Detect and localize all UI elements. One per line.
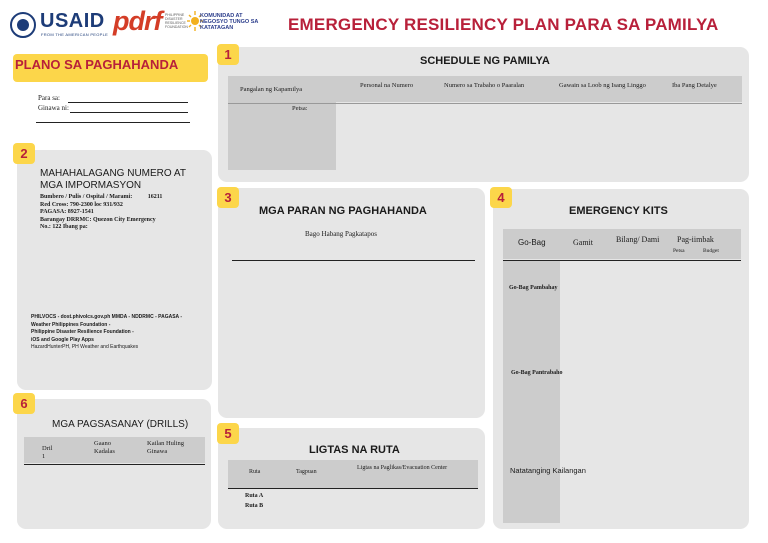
col-dril: Dril [42, 445, 53, 452]
numero-line: PAGASA: 8927-1541 [40, 209, 94, 215]
ginawa-ni-label: Ginawa ni: [38, 104, 69, 112]
numero-line: Red Cross: 790-2300 loc 931/932 [40, 201, 123, 208]
petsa-label: Petsa: [292, 105, 308, 112]
col-personal-numero: Personal na Numero [360, 82, 414, 89]
drills-header-divider [24, 464, 205, 465]
col-petsa: Petsa [673, 248, 685, 254]
usaid-logo: USAID [40, 10, 105, 32]
kits-category-column [503, 261, 560, 523]
col-numero-trabaho: Numero sa Trabaho o Paaralan [444, 82, 525, 89]
ruta-header-divider [228, 488, 478, 489]
col-kailan-huling: Kailan Huling Ginawa [147, 440, 185, 455]
numero-line: No.: 122 Ibang pa: [40, 224, 88, 230]
plano-title: PLANO SA PAGHAHANDA [15, 57, 179, 72]
section-6-badge: 6 [13, 393, 35, 414]
ginawa-ni-line[interactable] [70, 112, 188, 113]
paraan-title: MGA PARAN NG PAGHAHANDA [259, 205, 427, 217]
col-gaano-kadalas: Gaano Kadalas [94, 440, 115, 455]
schedule-name-column [228, 102, 336, 170]
para-sa-line[interactable] [68, 102, 188, 103]
col-tagpuan: Tagpuan [296, 469, 317, 475]
extra-line[interactable] [36, 122, 190, 123]
drill-row-1: 1 [42, 453, 46, 460]
ruta-row-b: Ruta B [245, 503, 264, 509]
col-ruta: Ruta [249, 469, 261, 475]
numero-title-line2: MGA IMPORMASYON [40, 180, 142, 191]
numero-title [40, 168, 186, 192]
col-pangalan: Pangalan ng Kapamilya [240, 86, 303, 93]
numero-list [40, 194, 208, 232]
page-title: EMERGENCY RESILIENCY PLAN PARA SA PAMILYA [288, 15, 719, 34]
kit-row-pantrabaho: Go-Bag Pantrabaho [511, 370, 563, 376]
resources-list [31, 314, 209, 352]
col-pag-iimbak: Pag-iimbak [677, 235, 714, 244]
schedule-header-row [228, 76, 742, 102]
col-gawain: Gawain sa Loob ng Isang Linggo [559, 82, 646, 89]
resource-line: iOS and Google Play Apps [31, 336, 94, 343]
section-2-badge: 2 [13, 143, 35, 164]
pdrf-logo: pdrf [113, 6, 162, 36]
ruta-row-a: Ruta A [245, 493, 264, 499]
resource-line: PHILVOCS - dost.phivolcs.gov.ph MMDA - NDDRMC - PAGASA - [31, 314, 183, 320]
col-gamit: Gamit [573, 238, 593, 247]
schedule-title: SCHEDULE NG PAMILYA [420, 55, 550, 67]
paraan-line [232, 260, 475, 261]
section-5-badge: 5 [217, 423, 239, 444]
kit-row-pambahay: Go-Bag Pambahay [509, 285, 558, 291]
resource-line: Weather Philippines Foundation - [31, 321, 111, 328]
usaid-seal-icon [10, 12, 36, 38]
numero-line: Barangay DRRMC: Quezon City Emergency [40, 216, 156, 223]
col-evacuation: Ligtas na Paglikas/Evacuation Center [357, 465, 448, 471]
numero-title-line1: MAHAHALAGANG NUMERO AT [40, 168, 186, 179]
ruta-title: LIGTAS NA RUTA [309, 444, 400, 456]
col-bilang: Bilang/ Dami [616, 235, 660, 244]
para-sa-label: Para sa: [38, 94, 60, 102]
resource-line: Philippine Disaster Resilience Foundation - [31, 329, 134, 335]
usaid-tagline: FROM THE AMERICAN PEOPLE [41, 32, 109, 37]
section-3-badge: 3 [217, 187, 239, 208]
col-go-bag: Go-Bag [518, 238, 546, 247]
resource-line: HazardHunterPH, PH Weather and Earthquakes [31, 344, 139, 350]
numero-line: Bumbero / Pulis / Ospital / Marami: 16211 [40, 194, 163, 200]
drills-title: MGA PAGSASANAY (DRILLS) [52, 419, 189, 430]
kits-title: EMERGENCY KITS [569, 205, 668, 217]
schedule-header-divider [228, 103, 742, 104]
katatagan-logo-text: KOMUNIDAD AT NEGOSYO TUNGO SA KATATAGAN [200, 13, 259, 31]
section-1-badge: 1 [217, 44, 239, 65]
paraan-subtitle: Bago Habang Pagkatapos [305, 230, 377, 238]
paraan-panel [218, 188, 485, 418]
kit-row-natatangi: Natatanging Kailangan [510, 466, 586, 475]
pdrf-subtitle: PHILIPPINE DISASTER RESILIENCE FOUNDATION [165, 13, 188, 29]
col-budget: Budget [703, 248, 719, 254]
section-4-badge: 4 [490, 187, 512, 208]
col-iba-pang-detalye: Iba Pang Detalye [672, 82, 717, 89]
